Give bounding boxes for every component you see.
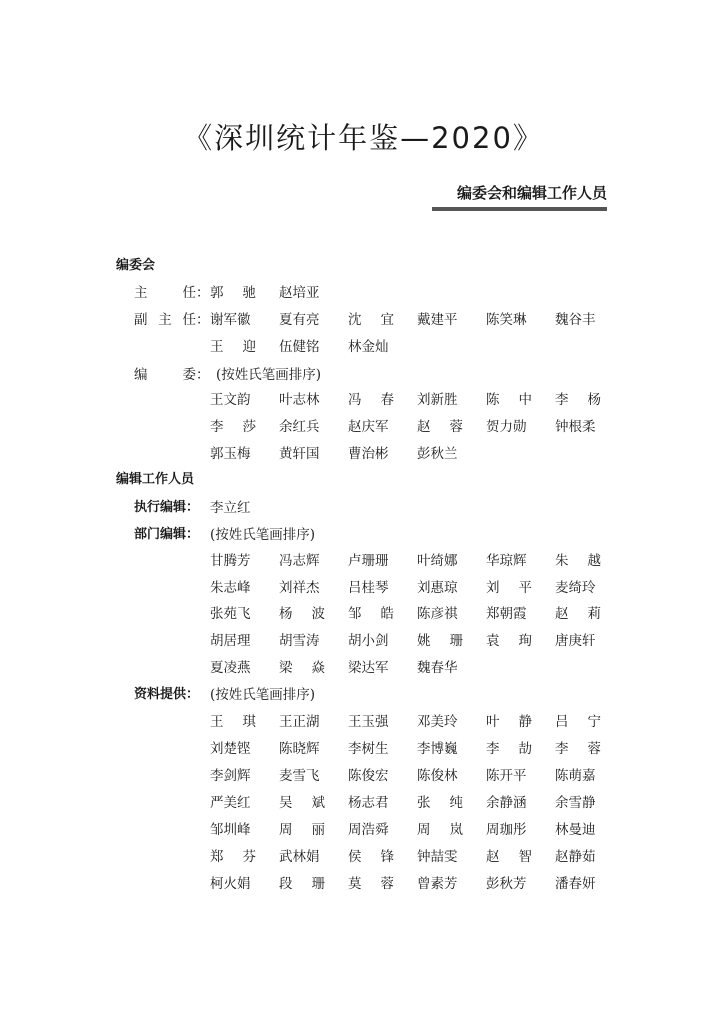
person-name: 赵 莉 [555,606,601,622]
person-name: 邓美玲 [417,714,458,730]
person-name: 陈俊宏 [348,768,389,784]
person-name: 郑 芬 [210,849,256,865]
person-name: 李 杨 [555,392,601,408]
person-name: 杨志君 [348,795,389,811]
person-name: 柯火娟 [210,876,251,892]
person-name: 黄轩国 [279,446,320,462]
person-name: 周珈彤 [486,822,527,838]
members-colon: ： [196,367,210,383]
person-name: 张 纯 [417,795,463,811]
person-name: 曹治彬 [348,446,389,462]
person-name: 华琼辉 [486,553,527,569]
deputy-colon: ： [196,312,210,328]
person-name: 赵庆军 [348,419,389,435]
person-name: 李 蓉 [555,741,601,757]
person-name: 邹圳峰 [210,822,251,838]
person-name: 夏有亮 [279,312,320,328]
person-name: 魏谷丰 [555,312,596,328]
person-name: 刘楚铿 [210,741,251,757]
person-name: 麦雪飞 [279,768,320,784]
person-name: 魏春华 [417,660,458,676]
person-name: 戴建平 [417,312,458,328]
person-name: 李剑辉 [210,768,251,784]
person-name: 陈萌嘉 [555,768,596,784]
person-name: 姚 珊 [417,633,463,649]
person-name: 麦绮玲 [555,580,596,596]
person-name: 赵 智 [486,849,532,865]
members-label: 编 委 [134,367,196,383]
person-name: 唐庚轩 [555,633,596,649]
person-name: 严美红 [210,795,251,811]
person-name: 李 莎 [210,419,256,435]
members-sort-note: (按姓氏笔画排序) [216,367,322,383]
person-name: 冯 春 [348,392,394,408]
person-name: 叶 静 [486,714,532,730]
person-name: 胡雪涛 [279,633,320,649]
person-name: 袁 珣 [486,633,532,649]
person-name: 曾素芳 [417,876,458,892]
person-name: 刘祥杰 [279,580,320,596]
person-name: 郑朝霞 [486,606,527,622]
person-name: 叶志林 [279,392,320,408]
person-name: 贺力勋 [486,419,527,435]
person-name: 余雪静 [555,795,596,811]
person-name: 王 琪 [210,714,256,730]
person-name: 林曼迪 [555,822,596,838]
person-name: 甘腾芳 [210,553,251,569]
person-name: 钟根柔 [555,419,596,435]
person-name: 赵培亚 [279,285,320,301]
person-name: 王文韵 [210,392,251,408]
person-name: 冯志辉 [279,553,320,569]
person-name: 潘春妍 [555,876,596,892]
executive-editor-label: 执行编辑： [134,500,200,515]
director-label: 主 任 [134,285,196,301]
person-name: 伍健铭 [279,339,320,355]
person-name: 钟喆雯 [417,849,458,865]
person-name: 沈 宜 [348,312,394,328]
person-name: 刘 平 [486,580,532,596]
person-name: 李 劼 [486,741,532,757]
person-name: 胡居理 [210,633,251,649]
person-name: 卢珊珊 [348,553,389,569]
person-name: 陈开平 [486,768,527,784]
person-name: 朱志峰 [210,580,251,596]
person-name: 谢军徽 [210,312,251,328]
director-colon: ： [196,285,210,301]
person-name: 李树生 [348,741,389,757]
staff-heading: 编辑工作人员 [116,472,195,487]
person-name: 朱 越 [555,553,601,569]
person-name: 杨 波 [279,606,325,622]
person-name: 周 丽 [279,822,325,838]
person-name: 夏凌燕 [210,660,251,676]
person-name: 张苑飞 [210,606,251,622]
person-name: 吴 斌 [279,795,325,811]
person-name: 吕 宁 [555,714,601,730]
person-name: 赵静茹 [555,849,596,865]
page-title: 《深圳统计年鉴—2020》 [183,121,544,155]
person-name: 周 岚 [417,822,463,838]
data-provider-sort-note: (按姓氏笔画排序) [210,687,316,703]
person-name: 王玉强 [348,714,389,730]
person-name: 郭 驰 [210,285,256,301]
person-name: 段 珊 [279,876,325,892]
person-name: 莫 蓉 [348,876,394,892]
person-name: 周浩舜 [348,822,389,838]
person-name: 陈彦祺 [417,606,458,622]
person-name: 王正湖 [279,714,320,730]
person-name: 刘惠琼 [417,580,458,596]
person-name: 余静涵 [486,795,527,811]
person-name: 林金灿 [348,339,389,355]
person-name: 吕桂琴 [348,580,389,596]
person-name: 陈笑琳 [486,312,527,328]
subtitle-underline [432,207,607,211]
person-name: 梁达军 [348,660,389,676]
person-name: 彭秋芳 [486,876,527,892]
person-name: 梁 焱 [279,660,325,676]
person-name: 侯 锋 [348,849,394,865]
person-name: 武林娟 [279,849,320,865]
person-name: 王 迎 [210,339,256,355]
person-name: 刘新胜 [417,392,458,408]
person-name: 彭秋兰 [417,446,458,462]
person-name: 邹 皓 [348,606,394,622]
deputy-label: 副 主 任 [134,312,196,328]
person-name: 李博巍 [417,741,458,757]
person-name: 余红兵 [279,419,320,435]
person-name: 李立红 [210,500,251,516]
person-name: 赵 蓉 [417,419,463,435]
committee-heading: 编委会 [116,258,156,273]
data-provider-label: 资料提供： [134,687,200,702]
department-editor-label: 部门编辑： [134,527,200,542]
person-name: 郭玉梅 [210,446,251,462]
section-subtitle: 编委会和编辑工作人员 [456,184,607,202]
person-name: 叶绮娜 [417,553,458,569]
person-name: 陈晓辉 [279,741,320,757]
department-sort-note: (按姓氏笔画排序) [210,527,316,543]
person-name: 陈俊林 [417,768,458,784]
person-name: 陈 中 [486,392,532,408]
person-name: 胡小剑 [348,633,389,649]
